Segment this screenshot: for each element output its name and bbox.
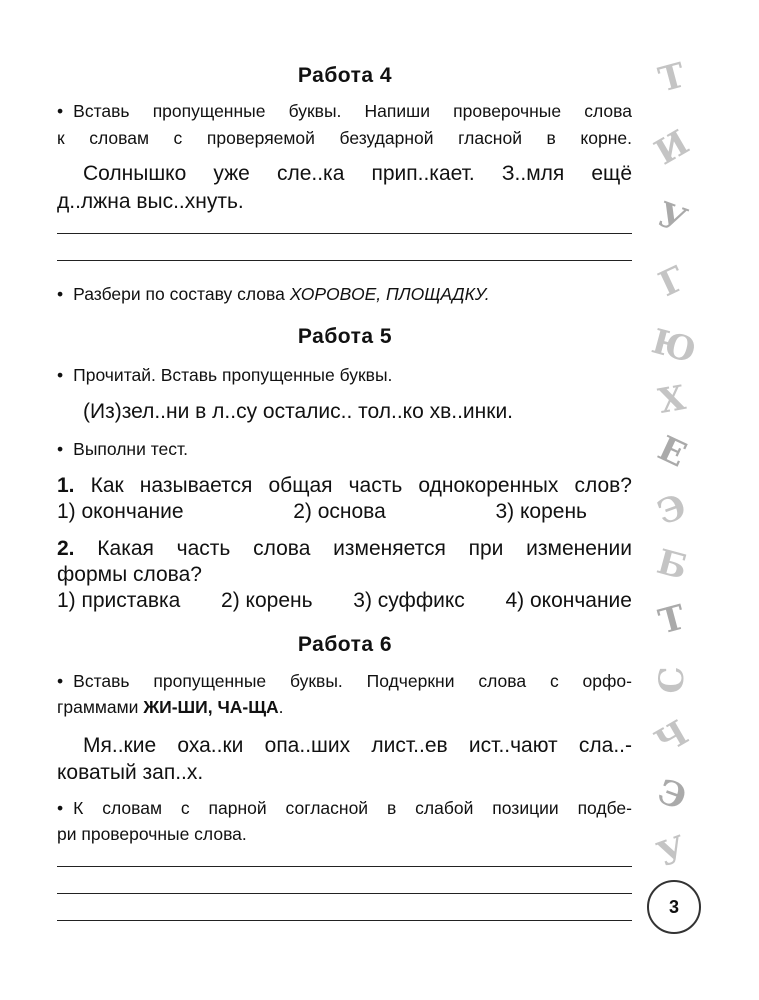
q1-option: 1) окончание xyxy=(57,500,184,523)
q2-option: 2) корень xyxy=(221,589,313,612)
decorative-letter: У xyxy=(652,194,692,242)
decorative-letter: Т xyxy=(654,55,690,101)
work5-q2-line2: формы слова? xyxy=(57,563,202,586)
decorative-letter: Е xyxy=(651,428,693,476)
work6-task1-suffix: . xyxy=(278,697,284,717)
work5-title: Работа 5 xyxy=(297,325,393,348)
answer-line xyxy=(57,920,632,921)
answer-line xyxy=(57,233,632,234)
q1-option: 2) основа xyxy=(293,500,386,523)
work4-task2-words: ХОРОВОЕ, ПЛОЩАДКУ. xyxy=(289,284,490,304)
work4-task1-line2: к словам с проверяемой безударной гласной в корне. xyxy=(57,128,632,148)
work6-task1-prefix: граммами xyxy=(57,697,139,717)
decorative-letter: Г xyxy=(652,258,692,306)
work4-task1-line1: • Вставь пропущенные буквы. Напиши проверочные слова xyxy=(57,98,632,125)
work5-q1-options xyxy=(57,498,587,526)
work5-q2-options xyxy=(57,587,632,615)
work6-task1-line2 xyxy=(57,694,284,721)
decorative-letter: Ч xyxy=(648,712,696,764)
work4-task2-prefix: Разбери по составу слова xyxy=(73,284,285,304)
answer-line xyxy=(57,893,632,894)
decorative-letter: С xyxy=(652,666,692,694)
answer-line xyxy=(57,260,632,261)
decorative-letter: Э xyxy=(652,771,692,819)
q2-option: 1) приставка xyxy=(57,589,181,612)
q2-number: 2. xyxy=(57,537,75,560)
decorative-letter: Э xyxy=(652,486,692,534)
q2-option: 3) суффикс xyxy=(353,589,465,612)
q2-option: 4) окончание xyxy=(505,589,632,612)
decorative-letter: И xyxy=(648,122,696,174)
decorative-letter: Х xyxy=(655,378,689,422)
work5-q2-line1 xyxy=(57,535,632,563)
work6-text-line1: Мя..кие оха..ки опа..ших лист..ев ист..чают сла..- xyxy=(83,734,632,757)
work4-title: Работа 4 xyxy=(297,64,393,87)
work5-task2: • Выполни тест. xyxy=(57,436,188,463)
work6-task1-bold: ЖИ-ШИ, ЧА-ЩА xyxy=(143,697,279,717)
page-number xyxy=(647,880,701,934)
decorative-letter: Т xyxy=(654,597,690,643)
work4-task2 xyxy=(57,281,490,308)
work5-sentence: (Из)зел..ни в л..су осталис.. тол..ко хв..инки. xyxy=(83,400,514,423)
work5-q1 xyxy=(57,472,632,500)
q1-number: 1. xyxy=(57,474,75,497)
work6-task1-line1: • Вставь пропущенные буквы. Подчеркни слова с орфо- xyxy=(57,668,632,695)
answer-line xyxy=(57,866,632,867)
q1-option: 3) корень xyxy=(495,500,587,523)
decorative-letter: У xyxy=(652,828,692,876)
work4-text-line1: Солнышко уже сле..ка прип..кает. З..мля ещё xyxy=(83,162,632,185)
work6-title: Работа 6 xyxy=(297,633,393,656)
work6-task2-line2: ри проверочные слова. xyxy=(57,824,247,844)
decorative-letter: Б xyxy=(652,541,692,589)
decorative-letter: Ю xyxy=(647,321,701,372)
work6-text-line2: коватый зап..х. xyxy=(57,761,204,784)
work6-task2-line1: • К словам с парной согласной в слабой позиции подбе- xyxy=(57,795,632,822)
q2-text: Какая часть слова изменяется при изменении xyxy=(97,537,632,560)
work4-text-line2: д..лжна выс..хнуть. xyxy=(57,190,244,213)
work5-task1: • Прочитай. Вставь пропущенные буквы. xyxy=(57,362,392,389)
page-number-text: 3 xyxy=(668,896,679,917)
q1-text: Как называется общая часть однокоренных слов? xyxy=(90,474,632,497)
